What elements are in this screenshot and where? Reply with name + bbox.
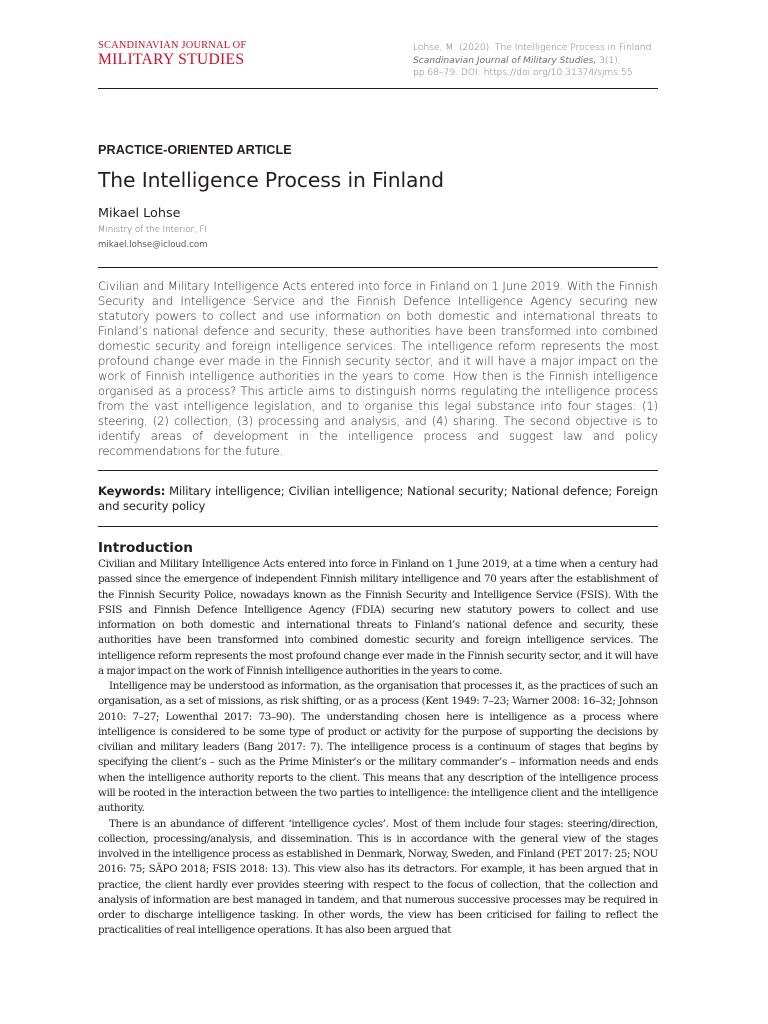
citation-block [413,42,663,80]
keywords-text: Military intelligence; Civilian intelligence; National security; National defence; Foreign and security policy [98,484,658,514]
citation-volume: 3(1), [596,55,621,66]
abstract-top-divider [98,267,658,268]
journal-name-line2: MILITARY STUDIES [98,51,245,69]
journal-logo [98,41,246,68]
author-name: Mikael Lohse [98,206,181,221]
citation-pages-doi[interactable]: pp.68–79. DOI: https://doi.org/10.31374/sjms.55 [413,68,633,79]
header-divider [98,88,658,89]
introduction-body [98,557,658,939]
citation-authors: Lohse, M. (2020). The Intelligence Process in Finland. [413,43,655,53]
article-title: The Intelligence Process in Finland [98,168,444,192]
journal-name-line1: SCANDINAVIAN JOURNAL OF [98,40,247,51]
paragraph: There is an abundance of different ‘intelligence cycles’. Most of them include four stages: steering/direction, collection, processing/analysis, and dissemination. This is in accordance with the general view of the stages involved in the intelligence process as established in Denmark, Norway, Sweden, and Finland (PET 2017: 25; NOU 2016: 75; SÄPO 2018; FSIS 2018: 13). This view also has its detractors. For example, it has been argued that in practice, the client hardly ever provides steering with respect to the focus of collection, that the collection and analysis of information are best managed in tandem, and that numerous successive processes may be required in order to discharge intelligence tasking. In other words, the view has been criticised for failing to reflect the practicalities of real intelligence operations. It has also been argued that [98,817,658,937]
author-affiliation: Ministry of the Interior, FI [98,225,207,235]
section-heading-introduction: Introduction [98,540,193,556]
abstract: Civilian and Military Intelligence Acts entered into force in Finland on 1 June 2019. With the Finnish Security and Intelligence Service and the Finnish Defence Intelligence Agency securing new statutory powers to collect and use information on both domestic and international threats to Finland’s national defence and security, these authorities have been transformed into combined domestic security and foreign intelligence services. The intelligence reform represents the most profound change ever made in the Finnish security sector, and it will have a major impact on the work of Finnish intelligence authorities in the years to come. How then is the Finnish intelligence organised as a process? This article aims to distinguish norms regulating the intelligence process from the vast intelligence legislation, and to organise this legal substance into four stages: (1) steering, (2) collection, (3) processing and analysis, and (4) sharing. The second objective is to identify areas of development in the intelligence process and suggest law and policy recommendations for the future. [98,279,658,458]
keywords [98,484,658,514]
abstract-bottom-divider [98,470,658,471]
citation-journal: Scandinavian Journal of Military Studies, [413,55,597,66]
keywords-bottom-divider [98,526,658,527]
author-email[interactable]: mikael.lohse@icloud.com [98,240,208,250]
keywords-label: Keywords: [98,484,166,498]
paragraph: Civilian and Military Intelligence Acts entered into force in Finland on 1 June 2019, at a time when a century had passed since the emergence of independent Finnish military intelligence and 70 years after the establishment of the Finnish Security Police, nowadays known as the Finnish Security and Intelligence Service (FSIS). With the FSIS and Finnish Defence Intelligence Agency (FDIA) securing new statutory powers to collect and use information on both domestic and international threats to Finland’s national defence and security, these authorities have been transformed into combined domestic security and foreign intelligence services. The intelligence reform represents the most profound change ever made in the Finnish security sector, and it will have a major impact on the work of Finnish intelligence authorities in the years to come. [98,558,658,677]
article-type: PRACTICE-ORIENTED ARTICLE [98,143,292,157]
paragraph: Intelligence may be understood as information, as the organisation that processes it, as the practices of such an organisation, as a set of missions, as risk shifting, or as a process (Kent 1949: 7–23; Warner 2008: 16–32; Johnson 2010: 7–27; Lowenthal 2017: 73–90). The understanding chosen here is intelligence as a process where intelligence is considered to be some type of product or activity for the purpose of supporting the decisions by civilian and military leaders (Bang 2017: 7). The intelligence process is a continuum of stages that begins by specifying the client’s – such as the Prime Minister’s or the military commander’s – information needs and ends when the intelligence authority reports to the client. This means that any description of the intelligence process will be rooted in the interaction between the two parties to intelligence: the intelligence client and the intelligence authority. [98,680,658,815]
